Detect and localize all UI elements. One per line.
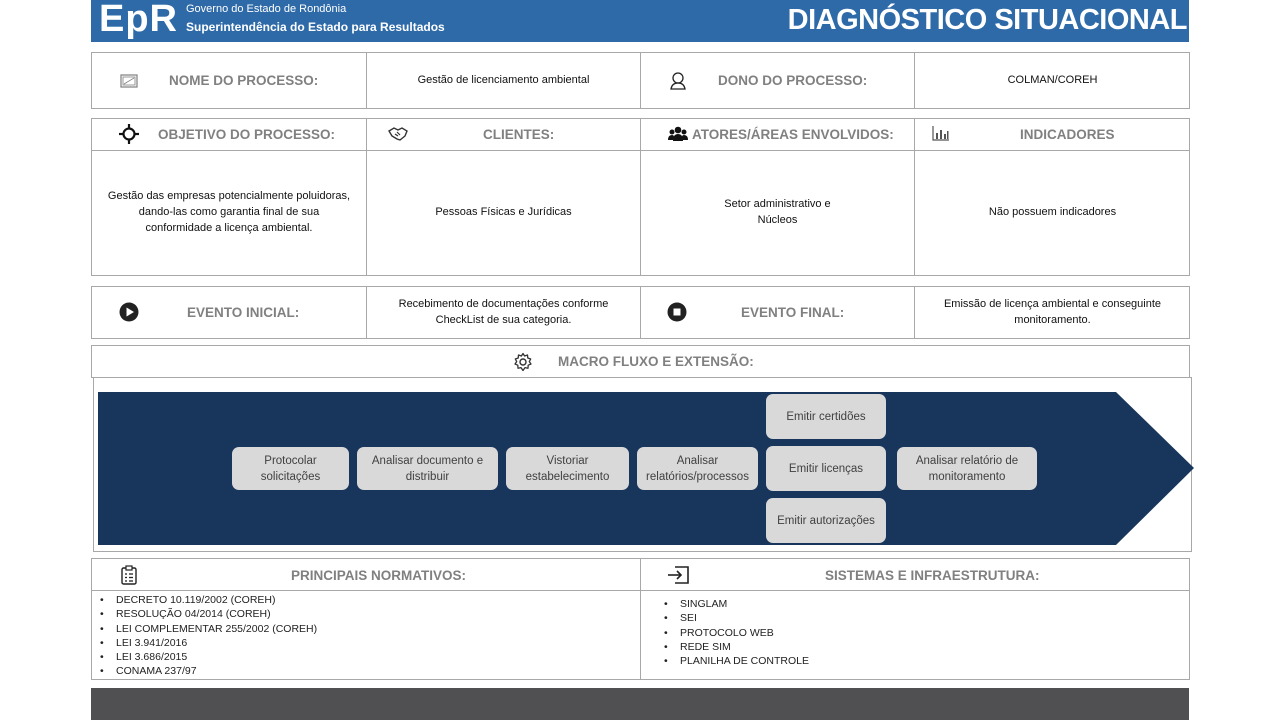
norms-list [96, 593, 317, 679]
target-icon [119, 124, 139, 144]
system-item: • SINGLAM [660, 597, 809, 611]
step-emitir-certidoes: Emitir certidões [766, 394, 886, 439]
government-name: Governo do Estado de Rondônia [186, 3, 347, 15]
system-item: • PROTOCOLO WEB [660, 626, 809, 640]
norm-item: • LEI COMPLEMENTAR 255/2002 (COREH) [96, 622, 317, 636]
systems-list [660, 597, 809, 668]
group-icon [668, 124, 688, 144]
process-name-label: NOME DO PROCESSO: [169, 73, 319, 88]
process-owner-value: COLMAN/COREH [1007, 74, 1098, 86]
handshake-icon [388, 124, 408, 144]
actors-value: Setor administrativo e Núcleos [724, 198, 831, 226]
actors-label: ATORES/ÁREAS ENVOLVIDOS: [692, 127, 894, 142]
step-protocolar: Protocolar solicitações [232, 447, 349, 490]
process-details-row [91, 118, 1190, 276]
step-emitir-autorizacoes: Emitir autorizações [766, 498, 886, 543]
process-info-row [91, 52, 1190, 109]
systems-label: SISTEMAS E INFRAESTRUTURA: [825, 568, 1040, 583]
clients-label: CLIENTES: [483, 127, 555, 142]
gear-icon [513, 352, 533, 372]
system-item: • PLANILHA DE CONTROLE [660, 654, 809, 668]
play-icon [119, 302, 139, 322]
stop-icon [667, 302, 687, 322]
events-row [91, 286, 1190, 339]
step-vistoriar: Vistoriar estabelecimento [506, 447, 629, 490]
norms-systems-row [91, 558, 1190, 680]
objective-value: Gestão das empresas potencialmente poluidoras, dando-las como garantia final de sua conformidade a licença ambiental. [107, 190, 351, 234]
system-item: • SEI [660, 611, 809, 625]
macro-flow-label: MACRO FLUXO E EXTENSÃO: [558, 354, 754, 369]
login-icon [666, 565, 690, 585]
norm-item: • LEI 3.686/2015 [96, 650, 317, 664]
person-icon [668, 71, 688, 91]
final-event-label: EVENTO FINAL: [741, 305, 845, 320]
final-event-value: Emissão de licença ambiental e conseguinte monitoramento. [943, 298, 1162, 326]
clipboard-icon [119, 565, 139, 585]
norm-item: • RESOLUÇÃO 04/2014 (COREH) [96, 607, 317, 621]
initial-event-value: Recebimento de documentações conforme CheckList de sua categoria. [398, 298, 609, 326]
document-icon [120, 73, 138, 89]
page-title: DIAGNÓSTICO SITUACIONAL [787, 4, 1187, 36]
footer-bar [91, 688, 1189, 720]
agency-name: Superintendência do Estado para Resultados [186, 20, 445, 34]
macro-flow-header [91, 345, 1190, 378]
objective-label: OBJETIVO DO PROCESSO: [158, 127, 336, 142]
system-item: • REDE SIM [660, 640, 809, 654]
process-name-value: Gestão de licenciamento ambiental [417, 74, 590, 86]
step-analisar-relatorios: Analisar relatórios/processos [637, 447, 758, 490]
step-analisar-documento: Analisar documento e distribuir [357, 447, 498, 490]
norms-label: PRINCIPAIS NORMATIVOS: [291, 568, 467, 583]
indicators-value: Não possuem indicadores [988, 206, 1117, 218]
norm-item: • DECRETO 10.119/2002 (COREH) [96, 593, 317, 607]
step-emitir-licencas: Emitir licenças [766, 446, 886, 491]
header-banner [91, 0, 1189, 42]
clients-value: Pessoas Físicas e Jurídicas [435, 206, 572, 218]
initial-event-label: EVENTO INICIAL: [187, 305, 300, 320]
bar-chart-icon [932, 125, 950, 141]
norm-item: • LEI 3.941/2016 [96, 636, 317, 650]
norm-item: • CONAMA 237/97 [96, 664, 317, 678]
step-analisar-monitoramento: Analisar relatório de monitoramento [897, 447, 1037, 490]
logo: EpR [99, 0, 178, 40]
process-owner-label: DONO DO PROCESSO: [718, 73, 868, 88]
indicators-label: INDICADORES [1020, 127, 1115, 142]
